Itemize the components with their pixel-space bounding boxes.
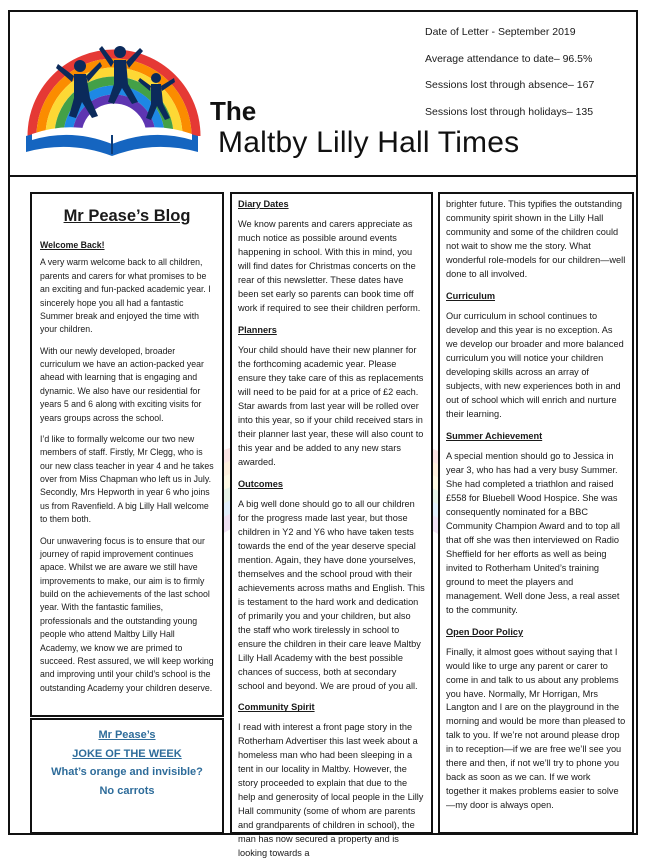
- sessions-lost-holidays: Sessions lost through holidays– 135: [425, 105, 594, 118]
- curriculum-text: Our curriculum in school continues to develop and this year is no exception. As we develop our broader and more balanced curriculum you will notice your children developing skills across an array of subjects, with new experiences both in and out of school which will enrich and nurture their learning.: [446, 310, 624, 419]
- joke-question: What’s orange and invisible?: [51, 766, 203, 779]
- welcome-heading: Welcome Back!: [40, 240, 105, 251]
- diary-dates-text: We know parents and carers appreciate as much notice as possible around events happening in school. With this in mind, you will find dates for Christmas concerts on the rear of this newsletter. These dates have been set early so parents can book time off work if required to see their children perform.: [238, 218, 421, 313]
- joke-answer: No carrots: [99, 785, 155, 798]
- community-spirit-heading: Community Spirit: [238, 702, 315, 713]
- right-column: [438, 192, 634, 834]
- diary-dates-heading: Diary Dates: [238, 199, 289, 209]
- outcomes-heading: Outcomes: [238, 478, 283, 489]
- blog-paragraph: A very warm welcome back to all children, parents and carers for what promises to be an exciting and fun-packed academic year. I sincerely hope you all had a fantastic Summer break and enjoyed the time with your children.: [40, 257, 211, 335]
- outcomes-text: A big well done should go to all our children for the progress made last year, but those children in Y2 and Y6 who have taken tests towards the end of the year deserve special mention. Again, they have done yourselves, themselves and the school proud with their achievements across maths and English. This is testament to the hard work and dedication of primarily you and your children, but also the staff who work tirelessly in school to ensure the children in their care leave Maltby Lilly Hall Academy with the best possible chances of success, both at secondary school and beyond. We are proud of you all.: [238, 498, 425, 691]
- blog-title: Mr Pease’s Blog: [63, 207, 191, 225]
- joke-author: Mr Pease’s: [98, 729, 156, 741]
- planners-text: Your child should have their new planner for the forthcoming academic year. Please ensure they take care of this as replacements will need to be paid for at a price of £2 each. Star awards from last year will be rolled over into this year, so if your child received stars in their planner last year, these will also count to this year and be added to any new stars awarded.: [238, 344, 424, 467]
- masthead-title: Maltby Lilly Hall Times: [218, 126, 520, 159]
- joke-of-the-week-box: [30, 718, 224, 834]
- date-of-letter: Date of Letter - September 2019: [425, 26, 576, 38]
- curriculum-heading: Curriculum: [446, 290, 496, 301]
- joke-heading: JOKE OF THE WEEK: [72, 747, 182, 760]
- masthead-the: The: [210, 96, 257, 126]
- community-spirit-continued: brighter future. This typifies the outstanding community spirit shown in the Lilly Hall community and some of the children could not wait to show me the story. What wonderful role-models for our children—well done to all involved.: [446, 199, 626, 279]
- blog-paragraph: I’d like to formally welcome our two new members of staff. Firstly, Mr Clegg, who is our new class teacher in year 4 and he takes over from Miss Chapman who left us in July. Secondly, Mrs Hepworth in year 6 who joins us from Ravenfield. A big Lilly Hall welcome to them both.: [40, 433, 214, 525]
- attendance-stats: [425, 26, 594, 132]
- blog-column: [30, 192, 224, 717]
- planners-heading: Planners: [238, 324, 277, 335]
- community-spirit-text: I read with interest a front page story in the Rotherham Advertiser this last week about a homeless man who had been sleeping in a tent in our locality in Maltby. However, the story proceeded to explain that due to the help and generosity of local people in the Lilly Hall community (some of whom are parents and grandparents of children in school), the man has now secured a property and is looking towards a: [238, 722, 424, 859]
- open-door-policy-heading: Open Door Policy: [446, 626, 524, 637]
- summer-achievement-heading: Summer Achievement: [446, 430, 543, 441]
- summer-achievement-text: A special mention should go to Jessica in year 3, who has had a very busy Summer. She had completed a triathlon and raised £558 for Bluebell Wood Hospice. She was consequently nominated for a BBC Community Champion Award and to top all that off she was then interviewed on Radio Sheffield for her efforts as well as being invited to Rotherham United’s training ground to meet the players and management. Well done Jess, a real asset to the community.: [446, 450, 620, 615]
- middle-column: [230, 192, 433, 859]
- newsletter-header: [10, 12, 636, 177]
- rainbow-book-children-logo-icon: [22, 18, 202, 168]
- sessions-lost-absence: Sessions lost through absence– 167: [425, 79, 595, 92]
- blog-paragraph: With our newly developed, broader curriculum we have an action-packed year ahead with learning that is engaging and dynamic. We also have our residential for years 5 and 6 along with exciting visits for years groups across the school.: [40, 345, 204, 423]
- newsletter-page: [8, 10, 638, 859]
- blog-paragraph: Our unwavering focus is to ensure that our journey of rapid improvement continues apace. Whilst we are aware we still have improvements to make, our aim is to firmly build on the achievements of the last school year. With the fantastic families, professionals and the outstanding young people who attend Maltby Lilly Hall Academy, we know we are primed to succeed. Rest assured, we will keep working and improving until your child’s school is the outstanding Academy your children deserve.: [40, 535, 214, 693]
- average-attendance: Average attendance to date– 96.5%: [425, 52, 593, 65]
- open-door-policy-text: Finally, it almost goes without saying that I would like to urge any parent or carer to come in and talk to us about any problems you have. Normally, Mr Horrigan, Mrs Langton and I are on the playground in the morning and would be more than pleased to talk to you. If we’re not around please drop in to reception—if we are free we’ll see you there and then, if not we’ll try to phone you back as soon as we can. If we work together it makes problems easier to solve—my door is always open.: [446, 646, 626, 811]
